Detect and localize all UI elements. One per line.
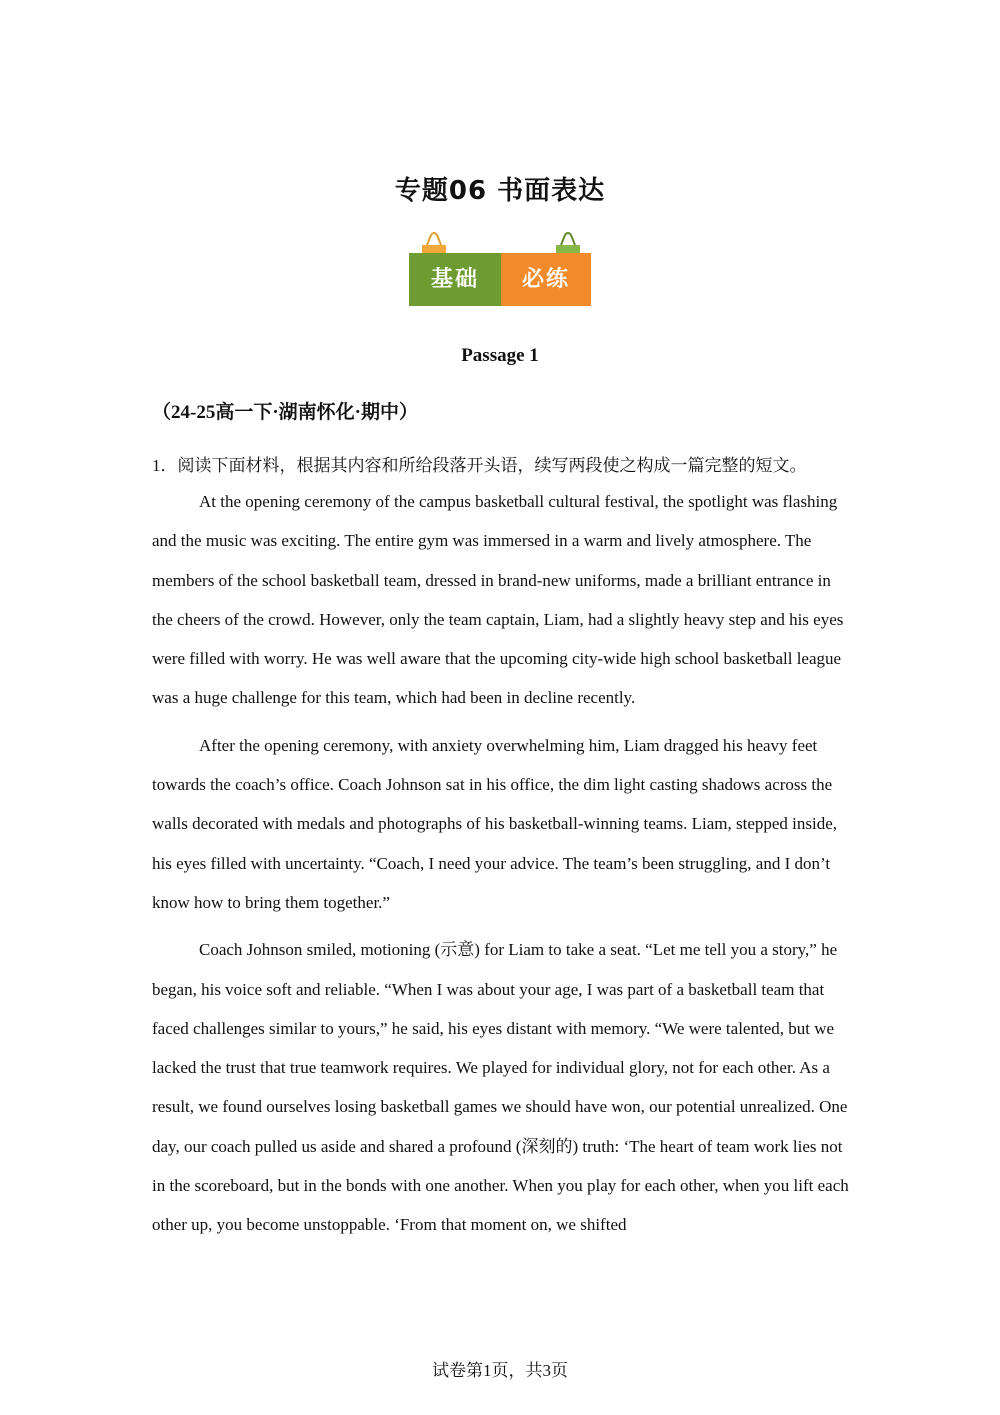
page-title: 专题06 书面表达 bbox=[394, 176, 606, 206]
passage-body bbox=[152, 482, 850, 1253]
passage-paragraph: After the opening ceremony, with anxiety overwhelming him, Liam dragged his heavy feet towards the coach’s office. Coach Johnson sat in his office, the dim light casting shadows across the walls decorated with medals and photographs of his basketball-winning teams. Liam, stepped inside, his eyes filled with uncertainty. “Coach, I need your advice. The team’s been struggling, and I don’t know how to bring them together.” bbox=[152, 735, 838, 912]
passage-heading: Passage 1 bbox=[461, 345, 539, 366]
passage-paragraph: Coach Johnson smiled, motioning (示意) for Liam to take a seat. “Let me tell you a story,” he began, his voice soft and reliable. “When I was about your age, I was part of a basketball team that faced challenges similar to yours,” he said, his eyes distant with memory. “We were talented, but we lacked the trust that true teamwork requires. We played for individual glory, not for each other. As a result, we found ourselves losing basketball games we should have won, our potential unrealized. One day, our coach pulled us aside and shared a profound (深刻的) truth: ‘The heart of team work lies not in the scoreboard, but in the bonds with one another. When you play for each other, when you lift each other up, you become unstoppable. ‘From that moment on, we shifted bbox=[152, 940, 849, 1235]
question-instruction: 1．阅读下面材料，根据其内容和所给段落开头语，续写两段使之构成一篇完整的短文。 bbox=[152, 456, 807, 475]
badge-left-label: 基础 bbox=[409, 253, 501, 306]
question-source: （24-25高一下·湖南怀化·期中） bbox=[152, 402, 419, 423]
badge-right-label: 必练 bbox=[501, 253, 591, 306]
passage-paragraph: At the opening ceremony of the campus basketball cultural festival, the spotlight was flashing and the music was exciting. The entire gym was immersed in a warm and lively atmosphere. The members of the school basketball team, dressed in brand-new uniforms, made a brilliant entrance in the cheers of the crowd. However, only the team captain, Liam, had a slightly heavy step and his eyes were filled with worry. He was well aware that the upcoming city-wide high school basketball league was a huge challenge for this team, which had been in decline recently. bbox=[152, 492, 844, 708]
section-badge bbox=[409, 231, 591, 307]
page-footer: 试卷第1页，共3页 bbox=[432, 1361, 568, 1380]
